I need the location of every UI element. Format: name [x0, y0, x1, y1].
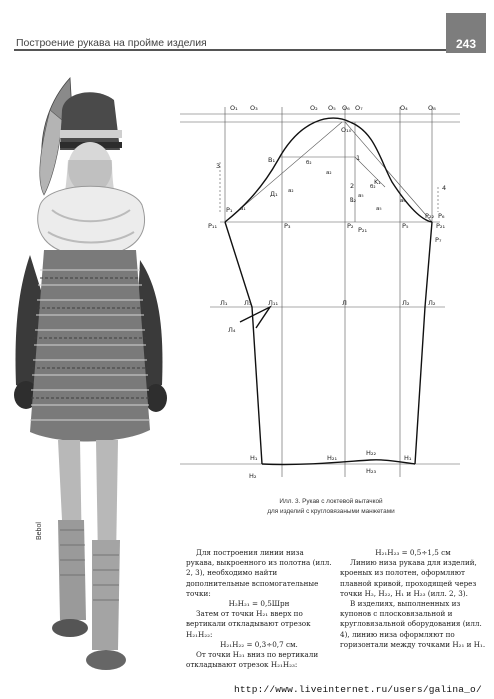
- svg-text:a₆: a₆: [400, 198, 406, 204]
- svg-text:P₃: P₃: [284, 222, 291, 230]
- svg-text:P₂: P₂: [347, 222, 354, 230]
- text-column-right: [340, 548, 486, 650]
- figure-caption-subtitle: для изделий с кругловязаными манжетами: [267, 508, 395, 515]
- svg-text:H₂₁: H₂₁: [327, 454, 338, 462]
- sleeve-pattern-diagram: [170, 92, 470, 487]
- svg-text:Л₂: Л₂: [428, 299, 436, 307]
- photo-credit: Bebol: [36, 522, 43, 540]
- svg-text:O₃: O₃: [250, 104, 258, 112]
- svg-text:Л₁: Л₁: [220, 299, 228, 307]
- svg-text:O₁₀: O₁₀: [341, 126, 352, 134]
- svg-text:a₅: a₅: [376, 206, 382, 212]
- section-title: Построение рукава на пройме изделия: [16, 37, 207, 49]
- svg-text:2: 2: [350, 182, 355, 190]
- svg-text:P₂₂: P₂₂: [425, 212, 435, 220]
- figure-caption: [216, 497, 446, 517]
- svg-text:H₂₂: H₂₂: [366, 449, 377, 457]
- figure-caption-title: Илл. 3. Рукав с локтевой вытачкой: [279, 498, 383, 505]
- svg-text:1: 1: [356, 154, 361, 162]
- svg-text:P₁₁: P₁₁: [208, 222, 218, 230]
- formula: H₂₁H₂₂ = 0,3÷0,7 см.: [220, 639, 298, 649]
- svg-text:Л₁₁: Л₁₁: [268, 299, 279, 307]
- svg-text:б₂: б₂: [306, 160, 312, 166]
- svg-text:4: 4: [442, 184, 447, 192]
- svg-text:H₁: H₁: [404, 454, 412, 462]
- svg-text:O₆: O₆: [342, 104, 350, 112]
- paragraph: Для построения линии низа рукава, выкроенного из полотна (илл. 2, 3), необходимо найти дополнительные вспомогательные точки:: [186, 548, 332, 598]
- page-number: 243: [455, 37, 477, 51]
- svg-text:P₆: P₆: [438, 212, 445, 220]
- svg-text:Л₂: Л₂: [402, 299, 410, 307]
- svg-text:O₇: O₇: [355, 104, 363, 112]
- svg-text:H₂₃: H₂₃: [366, 467, 377, 475]
- svg-text:K₁: K₁: [374, 178, 381, 186]
- svg-text:Л₄: Л₄: [228, 326, 236, 334]
- paragraph: Линию низа рукава для изделий, кроеных из полотен, оформляют плавной кривой, проходящей через точки H₂, H₂₂, H₁ и H₂₃ (илл. 2, 3).: [340, 558, 477, 598]
- svg-text:P₂₁: P₂₁: [358, 226, 368, 234]
- svg-text:P₂₁: P₂₁: [436, 222, 446, 230]
- svg-text:O₅: O₅: [328, 104, 336, 112]
- svg-text:a₁: a₁: [240, 206, 246, 212]
- svg-text:P₅: P₅: [402, 222, 409, 230]
- svg-text:Ⲃ₂: Ⲃ₂: [350, 196, 357, 204]
- svg-text:B₁: B₁: [268, 156, 276, 164]
- svg-text:a₂: a₂: [326, 170, 332, 176]
- svg-text:P₇: P₇: [435, 236, 442, 244]
- text-column-left: [186, 548, 332, 670]
- svg-text:a₅: a₅: [358, 193, 364, 199]
- svg-text:H₂: H₂: [249, 472, 257, 480]
- svg-text:Д₁: Д₁: [270, 190, 278, 198]
- svg-text:H₁: H₁: [250, 454, 258, 462]
- svg-text:3: 3: [216, 162, 221, 170]
- paragraph: В изделиях, выполненных из купонов с плосковязальной и кругловязальной оборудования (илл. 4), линию низа оформляют по горизонтали между точками H₂₁ и H₁.: [340, 599, 486, 649]
- model-photo: [0, 56, 190, 686]
- svg-text:Л₃: Л₃: [244, 299, 252, 307]
- svg-text:Л: Л: [342, 299, 347, 307]
- formula: H₂H₂₁ = 0,5Шрн: [228, 599, 290, 609]
- svg-text:O₈: O₈: [428, 104, 436, 112]
- source-url: http://www.liveinternet.ru/users/galina_o/: [234, 684, 482, 695]
- header-divider: [14, 49, 446, 51]
- svg-text:б₂: б₂: [370, 184, 376, 190]
- page-header: [0, 0, 494, 52]
- svg-text:P₁: P₁: [226, 206, 233, 214]
- formula: H₂₁H₂₃ = 0,5÷1,5 см: [375, 548, 451, 557]
- paragraph: От точки H₂₁ вниз по вертикали откладывают отрезок H₂₁H₂₃:: [186, 650, 319, 670]
- svg-text:O₄: O₄: [400, 104, 408, 112]
- svg-text:O₂: O₂: [310, 104, 318, 112]
- paragraph: Затем от точки H₂₁ вверх по вертикали откладывают отрезок H₂₁H₂₂:: [186, 609, 311, 639]
- svg-text:a₂: a₂: [288, 188, 294, 194]
- svg-text:O₁: O₁: [230, 104, 238, 112]
